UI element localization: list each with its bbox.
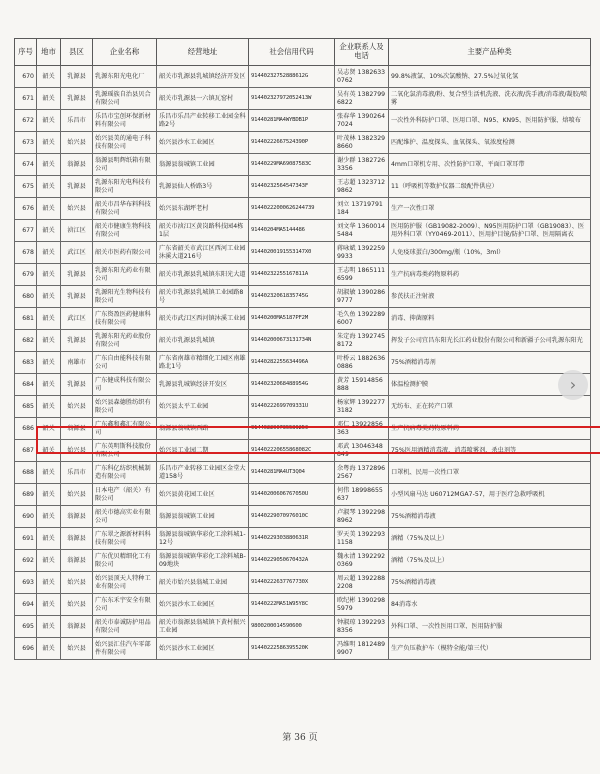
cell-district: 始兴县 (61, 396, 93, 418)
cell-city: 韶关 (37, 154, 61, 176)
cell-contact: 谢少群 13827263356 (335, 154, 389, 176)
cell-row-number: 676 (15, 198, 37, 220)
cell-city: 韶关 (37, 462, 61, 484)
cell-district: 浈江区 (61, 220, 93, 242)
cell-row-number: 695 (15, 616, 37, 638)
cell-city: 韶关 (37, 374, 61, 396)
table-row (15, 418, 591, 440)
cell-row-number: 683 (15, 352, 37, 374)
cell-company-name: 始兴县汇佳汽车零部件有限公司 (93, 638, 157, 660)
cell-credit-code: 91440229073553925C (249, 418, 335, 440)
cell-address: 韶关市乳源县乳城镇东阳光大道 (157, 264, 249, 286)
table-row (15, 506, 591, 528)
cell-contact: 周云超 13922882208 (335, 572, 389, 594)
chevron-right-icon: › (569, 375, 577, 394)
cell-contact: 朱定海 13927458172 (335, 330, 389, 352)
cell-products: 11（呼吸机等数护仪器二级配件供应） (389, 176, 591, 198)
cell-district: 武江区 (61, 308, 93, 330)
cell-city: 韶关 (37, 550, 61, 572)
cell-city: 韶关 (37, 572, 61, 594)
cell-products: 二氧化氯消毒液/粉、复合型生活机洗液、洗衣液/洗手液/消毒液/凝胶/喷雾 (389, 88, 591, 110)
table-row (15, 528, 591, 550)
cell-city: 韶关 (37, 418, 61, 440)
cell-contact: 黄芳 15914856888 (335, 374, 389, 396)
cell-company-name: 广东自由能科技有限公司 (93, 352, 157, 374)
cell-address: 韶关市浈江区黄岗路科技园4栋1层 (157, 220, 249, 242)
cell-products: 生产抗病毒类药物原料药 (389, 264, 591, 286)
column-header: 社会信用代码 (249, 39, 335, 66)
cell-credit-code: 914402220655868082C (249, 440, 335, 462)
cell-address: 始兴县沙水工业园区 (157, 638, 249, 660)
cell-row-number: 689 (15, 484, 37, 506)
cell-district: 始兴县 (61, 572, 93, 594)
page-scroll-button[interactable] (558, 370, 588, 400)
cell-district: 翁源县 (61, 418, 93, 440)
cell-contact: 杨家辉 13922773182 (335, 396, 389, 418)
cell-products: 口罩机、民用一次性口罩 (389, 462, 591, 484)
table-row (15, 484, 591, 506)
cell-row-number: 682 (15, 330, 37, 352)
cell-address: 始兴县太平工业园 (157, 396, 249, 418)
cell-contact: 冯维明 18124899907 (335, 638, 389, 660)
cell-row-number: 684 (15, 374, 37, 396)
cell-district: 乳源县 (61, 66, 93, 88)
cell-contact: 王志明 18651116599 (335, 264, 389, 286)
cell-company-name: 乐昌市宝创环保新材料有限公司 (93, 110, 157, 132)
table-header-row (15, 39, 591, 66)
cell-district: 翁源县 (61, 616, 93, 638)
cell-district: 翁源县 (61, 550, 93, 572)
cell-row-number: 670 (15, 66, 37, 88)
cell-products: 参芪扶正注射液 (389, 286, 591, 308)
cell-address: 韶关市武江区西河镇沐溪工业园 (157, 308, 249, 330)
cell-credit-code: 91440232061835745G (249, 286, 335, 308)
cell-products: 75%酒精消毒液 (389, 506, 591, 528)
cell-address: 始兴县沙水工业园区 (157, 594, 249, 616)
column-header: 企业联系人及电话 (335, 39, 389, 66)
cell-products: 99.8%液氯、10%次氯酸钠、27.5%过氧化氢 (389, 66, 591, 88)
cell-company-name: 日本电产（韶关）有限公司 (93, 484, 157, 506)
cell-district: 乐昌市 (61, 462, 93, 484)
cell-address: 广东省韶关市武江区西河工业园沐溪大道216号 (157, 242, 249, 264)
cell-credit-code: 91440281MA4WYBDB1P (249, 110, 335, 132)
cell-city: 韶关 (37, 396, 61, 418)
cell-city: 韶关 (37, 110, 61, 132)
cell-district: 南雄市 (61, 352, 93, 374)
cell-city: 韶关 (37, 88, 61, 110)
cell-products: 匹配维护、温度探头、血氧探头、氧浓度检测 (389, 132, 591, 154)
cell-address: 翁源县翁城镇工业园 (157, 506, 249, 528)
cell-company-name: 广东资盈医药健康科技有限公司 (93, 308, 157, 330)
cell-company-name: 广东科亿纺织机械制造有限公司 (93, 462, 157, 484)
cell-district: 乳源县 (61, 88, 93, 110)
table-row (15, 374, 591, 396)
cell-address: 翁源县翁城镇华彩化工涂料城1-12号 (157, 528, 249, 550)
cell-city: 韶关 (37, 528, 61, 550)
cell-row-number: 680 (15, 286, 37, 308)
cell-company-name: 广东翠之源新材料科技有限公司 (93, 528, 157, 550)
table-row (15, 330, 591, 352)
cell-address: 翁源县翁城镇华彩化工涂料城B-09地块 (157, 550, 249, 572)
table-row (15, 66, 591, 88)
cell-city: 韶关 (37, 638, 61, 660)
cell-credit-code: 91440200MA5187PF2M (249, 308, 335, 330)
table-row (15, 110, 591, 132)
cell-district: 乐昌市 (61, 110, 93, 132)
table-row (15, 550, 591, 572)
cell-row-number: 691 (15, 528, 37, 550)
cell-address: 广东省南雄市精细化工园区南雄路北1号 (157, 352, 249, 374)
cell-contact: 刘立 13719791184 (335, 198, 389, 220)
cell-products: 医用防护服（GB19082-2009）、N95医用防护口罩（GB19083）、医用外科口罩（YY0469-2011）、医用护目镜/防护口罩、医用隔离衣 (389, 220, 591, 242)
column-header: 地市 (37, 39, 61, 66)
cell-company-name: 广东健成科技有限公司 (93, 374, 157, 396)
table-row (15, 242, 591, 264)
table-row (15, 572, 591, 594)
table-body (15, 66, 591, 660)
cell-city: 韶关 (37, 66, 61, 88)
cell-address: 乳源县仙人桥路3号 (157, 176, 249, 198)
cell-company-name: 广东英明斯科技股份有限公司 (93, 440, 157, 462)
cell-city: 韶关 (37, 286, 61, 308)
cell-credit-code: 91440200191553147X0 (249, 242, 335, 264)
cell-company-name: 乳源东阳光电化厂 (93, 66, 157, 88)
cell-row-number: 696 (15, 638, 37, 660)
cell-contact: 邓武 13046348849 (335, 440, 389, 462)
cell-district: 始兴县 (61, 198, 93, 220)
cell-products: 酒精（75%及以上） (389, 528, 591, 550)
cell-contact: 魏永清 13922920369 (335, 550, 389, 572)
cell-row-number: 672 (15, 110, 37, 132)
cell-district: 始兴县 (61, 594, 93, 616)
cell-company-name: 始兴县美的通电子科技有限公司 (93, 132, 157, 154)
cell-address: 翁源县翁城镇工业园 (157, 154, 249, 176)
table-row (15, 286, 591, 308)
cell-company-name: 韶关市昌华布料科技有限公司 (93, 198, 157, 220)
cell-district: 翁源县 (61, 528, 93, 550)
cell-credit-code: 91440200606767050U (249, 484, 335, 506)
cell-district: 乳源县 (61, 286, 93, 308)
cell-company-name: 乳源东阳光药业有限公司 (93, 264, 157, 286)
cell-credit-code: 914402327972052413W (249, 88, 335, 110)
table-row (15, 154, 591, 176)
cell-products: 84消毒水 (389, 594, 591, 616)
cell-city: 韶关 (37, 132, 61, 154)
cell-row-number: 688 (15, 462, 37, 484)
cell-contact: 何伟 18998655637 (335, 484, 389, 506)
cell-contact: 卢淑琴 13922988962 (335, 506, 389, 528)
cell-credit-code: 91440232068488954G (249, 374, 335, 396)
cell-credit-code: 91440222000626244739 (249, 198, 335, 220)
page-number: 第 36 页 (282, 733, 318, 743)
cell-row-number: 681 (15, 308, 37, 330)
cell-products: 小型风扇马达 U60712MGA7-57，用于医疗急救呼吸机 (389, 484, 591, 506)
cell-district: 始兴县 (61, 638, 93, 660)
cell-products: 生产负压救护车（模特全能/第三代） (389, 638, 591, 660)
cell-city: 韶关 (37, 440, 61, 462)
cell-row-number: 673 (15, 132, 37, 154)
cell-credit-code: 91440229070976010C (249, 506, 335, 528)
cell-products: 挥发子公司宜昌东阳光长江药业股份有限公司和新疆子公司乳源东阳光 (389, 330, 591, 352)
table-row (15, 594, 591, 616)
cell-products: 人免疫球蛋白/300mg/瓶（10%，3ml） (389, 242, 591, 264)
enterprise-table (14, 38, 591, 660)
cell-city: 韶关 (37, 242, 61, 264)
cell-products: 生产抗病毒类药物原料药 (389, 418, 591, 440)
cell-district: 乳源县 (61, 374, 93, 396)
cell-contact: 王志超 13237129862 (335, 176, 389, 198)
cell-district: 始兴县 (61, 132, 93, 154)
column-header: 经营地址 (157, 39, 249, 66)
cell-address: 韶关市翁源县翁城镇下黄村振兴工业园 (157, 616, 249, 638)
cell-row-number: 694 (15, 594, 37, 616)
cell-credit-code: 91440222MA51W95Y8C (249, 594, 335, 616)
table-row (15, 198, 591, 220)
table-row (15, 396, 591, 418)
cell-company-name: 乳源东阳光电科技有限公司 (93, 176, 157, 198)
cell-contact: 毛久鱼 13922896007 (335, 308, 389, 330)
cell-address: 韶关市乳源县乳城镇工业园路8号 (157, 286, 249, 308)
cell-row-number: 671 (15, 88, 37, 110)
cell-row-number: 686 (15, 418, 37, 440)
cell-address: 始兴县东湖坪老村 (157, 198, 249, 220)
cell-address: 乐昌市乐昌产业转移工业园金科路2号 (157, 110, 249, 132)
cell-credit-code: 91440222586395520K (249, 638, 335, 660)
cell-district: 翁源县 (61, 506, 93, 528)
cell-district: 乳源县 (61, 330, 93, 352)
cell-address: 韶关市始兴县翁城工业园 (157, 572, 249, 594)
cell-contact: 欧纪彬 13902985979 (335, 594, 389, 616)
cell-credit-code: 91440232564547343F (249, 176, 335, 198)
cell-contact: 张春华 13902647024 (335, 110, 389, 132)
cell-products: 75%酒精消毒液 (389, 572, 591, 594)
cell-credit-code: 91440222667524390P (249, 132, 335, 154)
cell-company-name: 翁源县明辉纸箱有限公司 (93, 154, 157, 176)
cell-city: 韶关 (37, 352, 61, 374)
cell-company-name: 广东东禾宇安全有限公司 (93, 594, 157, 616)
cell-address: 翁源县翁城镇西路 (157, 418, 249, 440)
cell-address: 始兴县黄花园工业区 (157, 484, 249, 506)
cell-products: 外科口罩、一次性医用口罩、医用防护服 (389, 616, 591, 638)
cell-credit-code: 914402000673131734N (249, 330, 335, 352)
cell-contact: 吴志贤 13826330762 (335, 66, 389, 88)
table-row (15, 264, 591, 286)
cell-address: 乐昌市产业转移工业园区金堂大道158号 (157, 462, 249, 484)
cell-address: 韶关市乳源县乳城镇经济开发区 (157, 66, 249, 88)
cell-contact: 蒋咏斌 13922599933 (335, 242, 389, 264)
cell-company-name: 始兴县森德胜纺织有限公司 (93, 396, 157, 418)
cell-contact: 叶茂林 13823298660 (335, 132, 389, 154)
cell-district: 武江区 (61, 242, 93, 264)
cell-city: 韶关 (37, 506, 61, 528)
cell-city: 韶关 (37, 330, 61, 352)
cell-address: 韶关市乳源县一六镇瓦窑村 (157, 88, 249, 110)
table-row (15, 308, 591, 330)
cell-row-number: 685 (15, 396, 37, 418)
cell-district: 始兴县 (61, 440, 93, 462)
cell-city: 韶关 (37, 594, 61, 616)
cell-credit-code: 91440229050670432A (249, 550, 335, 572)
cell-contact: 刘文华 13600145484 (335, 220, 389, 242)
column-header: 主要产品种类 (389, 39, 591, 66)
cell-address: 韶关市乳源县乳城镇 (157, 330, 249, 352)
column-header: 县区 (61, 39, 93, 66)
cell-credit-code: 91440229303880631R (249, 528, 335, 550)
cell-credit-code: 9800200014590600 (249, 616, 335, 638)
cell-row-number: 678 (15, 242, 37, 264)
cell-row-number: 687 (15, 440, 37, 462)
cell-address: 始兴县工业园二期 (157, 440, 249, 462)
cell-row-number: 674 (15, 154, 37, 176)
cell-district: 乳源县 (61, 264, 93, 286)
cell-company-name: 韶关市医药有限公司 (93, 242, 157, 264)
cell-address: 始兴县沙水工业园区 (157, 132, 249, 154)
cell-credit-code: 91440232255167811A (249, 264, 335, 286)
cell-city: 韶关 (37, 176, 61, 198)
cell-company-name: 乳源东阳光药业股份有限公司 (93, 330, 157, 352)
cell-contact: 吴有英 13827996822 (335, 88, 389, 110)
table-row (15, 176, 591, 198)
cell-products: 4mm口罩机专用、次性防护口罩、平面口罩耳带 (389, 154, 591, 176)
cell-products: 无纺布、正在转产口罩 (389, 396, 591, 418)
cell-contact: 罗天美 13922931158 (335, 528, 389, 550)
cell-city: 韶关 (37, 484, 61, 506)
cell-credit-code: 91440222699709331U (249, 396, 335, 418)
cell-company-name: 乳源阳光生物科技有限公司 (93, 286, 157, 308)
cell-products: 75%医用酒精消毒液、消毒喷雾剂、杀虫剂等 (389, 440, 591, 462)
cell-company-name: 乳源瑶族自治县贝合有限公司 (93, 88, 157, 110)
cell-credit-code: 91440204MA5144486 (249, 220, 335, 242)
cell-row-number: 690 (15, 506, 37, 528)
cell-city: 韶关 (37, 198, 61, 220)
cell-city: 韶关 (37, 220, 61, 242)
cell-products: 75%酒精消毒剂 (389, 352, 591, 374)
cell-company-name: 韶关市健康生物科技有限公司 (93, 220, 157, 242)
table-row (15, 616, 591, 638)
cell-address: 乳源县乳城镇经济开发区 (157, 374, 249, 396)
cell-city: 韶关 (37, 616, 61, 638)
cell-products: 酒精（75%及以上） (389, 550, 591, 572)
column-header: 企业名称 (93, 39, 157, 66)
table-row (15, 88, 591, 110)
cell-company-name: 始兴县顶天人特种工业有限公司 (93, 572, 157, 594)
cell-products: 一次性外科防护口罩、医用口罩、N95、KN95、医用防护服、熔喷布 (389, 110, 591, 132)
column-header: 序号 (15, 39, 37, 66)
cell-contact: 邓仁 13922856363 (335, 418, 389, 440)
cell-row-number: 692 (15, 550, 37, 572)
table-row (15, 220, 591, 242)
cell-products: 体温检测护膜 (389, 374, 591, 396)
cell-credit-code: 91440229MA69087583C (249, 154, 335, 176)
cell-district: 始兴县 (61, 484, 93, 506)
cell-credit-code: 91440282255634496A (249, 352, 335, 374)
cell-district: 乳源县 (61, 176, 93, 198)
cell-row-number: 679 (15, 264, 37, 286)
cell-credit-code: 91440281MA4UT3Q04 (249, 462, 335, 484)
cell-row-number: 693 (15, 572, 37, 594)
table-row (15, 462, 591, 484)
cell-district: 翁源县 (61, 154, 93, 176)
cell-city: 韶关 (37, 264, 61, 286)
cell-company-name: 广东优贝精细化工有限公司 (93, 550, 157, 572)
cell-contact: 余粤海 13728962567 (335, 462, 389, 484)
table-row (15, 352, 591, 374)
cell-company-name: 韶关市泰诚防护用品有限公司 (93, 616, 157, 638)
cell-contact: 叶桥云 18826360886 (335, 352, 389, 374)
cell-row-number: 675 (15, 176, 37, 198)
cell-city: 韶关 (37, 308, 61, 330)
table-row (15, 440, 591, 462)
cell-products: 生产一次性口罩 (389, 198, 591, 220)
cell-credit-code: 91440222637767730X (249, 572, 335, 594)
cell-contact: 钟淑琼 13922938356 (335, 616, 389, 638)
cell-company-name: 广东鑫和鑫汇有限公司 (93, 418, 157, 440)
table-row (15, 638, 591, 660)
cell-credit-code: 91440232752888612G (249, 66, 335, 88)
cell-row-number: 677 (15, 220, 37, 242)
table-row (15, 132, 591, 154)
cell-products: 消毒、抑菌原料 (389, 308, 591, 330)
cell-contact: 胡淑敏 13902869777 (335, 286, 389, 308)
cell-company-name: 韶关市德高实业有限公司 (93, 506, 157, 528)
